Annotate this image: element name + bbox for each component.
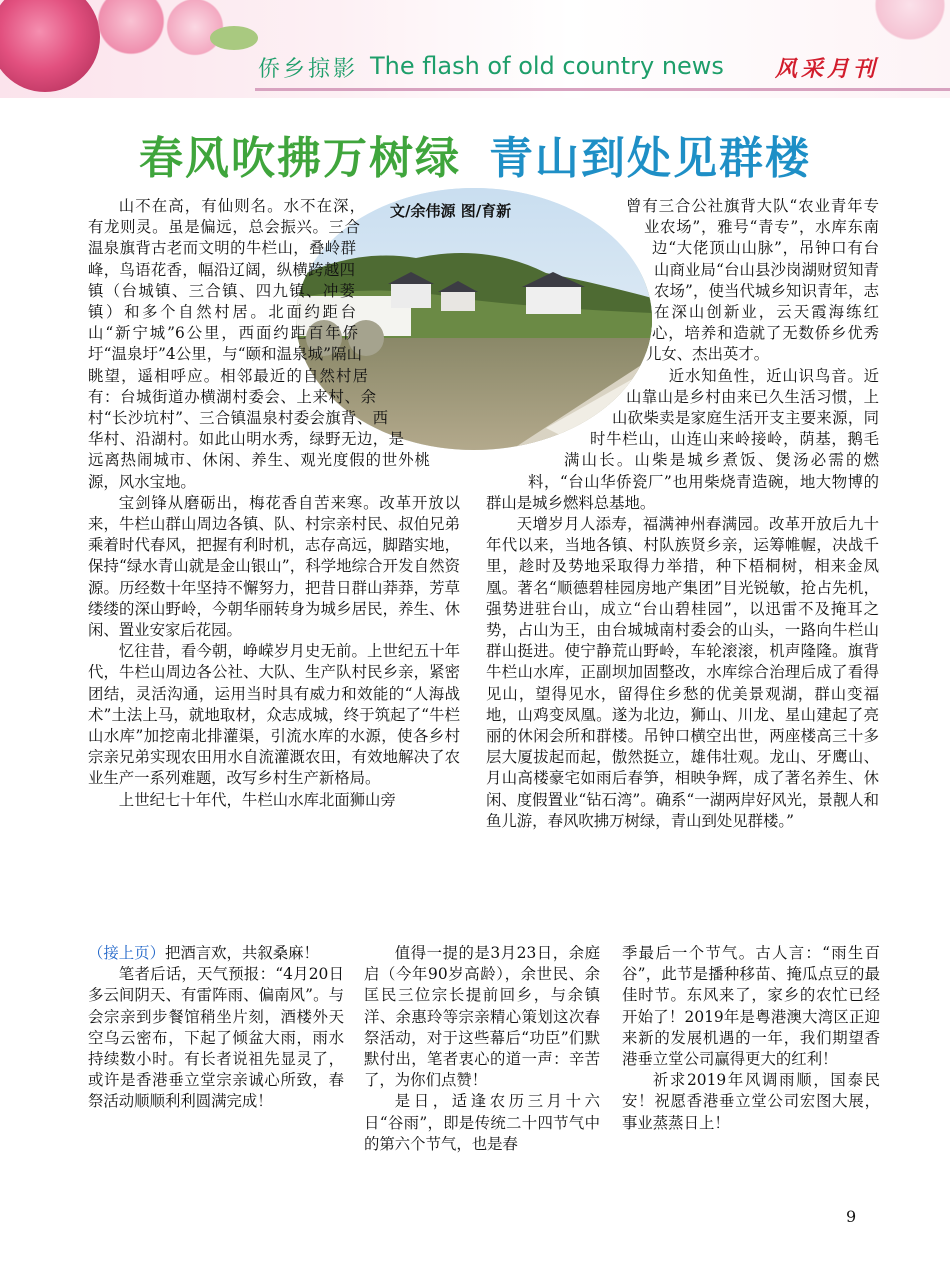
title-part-2: 青山到处见群楼 (489, 133, 811, 184)
article-paragraph: 山不在高，有仙则名。水不在深，有龙则灵。虽是偏远，总会振兴。三合温泉旗背古老而文明的牛栏山，叠岭群峰，鸟语花香，幅沿辽阔，纵横跨越四镇（台城镇、三合镇、四九镇、冲蒌镇）和多个自然村居。北面约距台山“新宁城”6公里，西面约距百年侨圩“温泉圩”4公里，与“颐和温泉城”隔山眺望，遥相呼应。相邻最近的自然村居有：台城街道办横湖村委会、上来村、余村“长沙坑村”、三合镇温泉村委会旗背、西华村、沿湖村。如此山明水秀，绿野无边，是远离热闹城市、休闲、养生、观光度假的世外桃源，风水宝地。 (88, 197, 430, 491)
continued-paragraph: 祈求2019年风调雨顺，国泰民安！祝愿香港垂立堂公司宏图大展，事业蒸蒸日上！ (622, 1071, 880, 1132)
section-subtitle: The flash of old country news (370, 52, 724, 80)
continued-paragraph: 是日，适逢农历三月十六日“谷雨”，即是传统二十四节气中的第六个节气，也是春 (364, 1092, 600, 1153)
article-paragraph: 上世纪七十年代，牛栏山水库北面狮山旁 (118, 790, 396, 809)
article-paragraph: 宝剑锋从磨砺出，梅花香自苦来寒。改革开放以来，牛栏山群山周边各镇、队、村宗亲村民、叔伯兄弟乘着时代春风，把握有利时机，志存高远，脚踏实地，保持“绿水青山就是金山银山”，科学地综合开发自然资源。历经数十年坚持不懈努力，把昔日群山莽莽，芳草缕缕的深山野岭，今朝华丽转身为城乡居民，养生、休闲、置业安家后花园。 (88, 493, 460, 640)
article-paragraph: 忆往昔，看今朝，峥嵘岁月史无前。上世纪五十年代，牛栏山周边各公社、大队、生产队村民乡亲，紧密团结，灵活沟通，运用当时具有威力和效能的“人海战术”土法上马，就地取材，众志成城，终于筑起了“牛栏山水库”加挖南北排灌渠，引流水库的水源，使各乡村宗亲兄弟实现农田用水自流灌溉农田，有效地解决了农业生产一系列难题，改写乡村生产新格局。 (88, 642, 460, 788)
continued-paragraph: 季最后一个节气。古人言：“雨生百谷”，此节是播种移苗、掩瓜点豆的最佳时节。东风来了，家乡的农忙已经开始了！2019年是粤港澳大湾区正迎来新的发展机遇的一年，我们期望香港垂立堂公司赢得更大的红利！ (622, 944, 880, 1069)
header-divider (255, 88, 950, 91)
continued-column-1 (88, 943, 344, 1113)
section-title: 侨乡掠影 (258, 57, 359, 82)
page-header (0, 0, 950, 98)
continued-paragraph: 值得一提的是3月23日，余庭启（今年90岁高龄），余世民、余匡民三位宗长提前回乡，与余镇洋、余惠玲等宗亲精心策划这次春祭活动，对于这些幕后“功臣”们默默付出，笔者衷心的道一声：辛苦了，为你们点赞！ (364, 944, 600, 1090)
article-paragraph: 近水知鱼性，近山识鸟音。近山靠山是乡村由来已久生活习惯，上山砍柴卖是家庭生活开支主要来源，同时牛栏山，山连山来岭接岭，荫基，鹅毛满山长。山柴是城乡煮饭、煲汤必需的燃料，“台山华侨瓷厂”也用柴烧青造碗，地大物博的群山是城乡燃料总基地。 (486, 366, 879, 512)
continued-text: 把酒言欢，共叙桑麻！ (164, 944, 319, 962)
continued-column-3 (622, 943, 880, 1134)
continued-paragraph: 笔者后话，天气预报：“4月20日多云间阴天、有雷阵雨、偏南风”。与会宗亲到步餐馆稍坐片刻，酒楼外天空乌云密布，下起了倾盆大雨，雨水持续数小时。有长者说祖先显灵了，或许是香港垂立堂宗亲诚心所致，春祭活动顺顺利利圆满完成！ (88, 965, 344, 1111)
rose-decoration (860, 0, 950, 40)
continued-label: （接上页） (88, 944, 165, 962)
magazine-name: 风采月刊 (775, 56, 880, 82)
continued-column-2 (364, 943, 600, 1155)
article-left-column (88, 196, 460, 811)
article-paragraph: 曾有三合公社旗背大队“农业青年专业农场”，雅号“青专”，水库东南边“大佬顶山山脉”，吊钟口有台山商业局“台山县沙岗湖财贸知青农场”，使当代城乡知识青年，志在深山创新业，云天霞海练红心，培养和造就了无数侨乡优秀儿女、杰出英才。 (626, 197, 879, 364)
rose-decoration (0, 0, 100, 92)
article-title (0, 122, 950, 186)
page-number: 9 (846, 1207, 857, 1226)
title-part-1: 春风吹拂万树绿 (139, 133, 461, 184)
byline: 文/余伟源 图/育新 (390, 202, 512, 220)
continued-paragraph (88, 943, 344, 964)
leaf-decoration (210, 26, 258, 50)
article-paragraph: 天增岁月人添寿，福满神州春满园。改革开放后九十年代以来，当地各镇、村队族贤乡亲，运筹帷幄，决战千里，趁时及势地采取得力举措，种下梧桐树，相来金凤凰。著名“顺德碧桂园房地产集团”目光锐敏，抢占先机，强势进驻台山，成立“台山碧桂园”，以迅雷不及掩耳之势，占山为王，由台城城南村委会的山头，一路向牛栏山群山挺进。使宁静荒山野岭，车轮滚滚，机声隆隆。旗背牛栏山水库，正副坝加固整改，水库综合治理后成了看得见山，望得见水，留得住乡愁的优美景观湖，群山变福地，山鸡变凤凰。遂为北边，狮山、川龙、星山建起了亮丽的休闲会所和群楼。吊钟口横空出世，两座楼高三十多层大厦拔起而起，傲然挺立，雄伟壮观。龙山、牙鹰山、月山高楼豪宅如雨后春笋，相映争辉，成了著名养生、休闲、度假置业“钻石湾”。确系“一湖两岸好风光，景靓人和鱼儿游，春风吹拂万树绿，青山到处见群楼。” (486, 515, 879, 830)
article-right-column (486, 196, 879, 832)
